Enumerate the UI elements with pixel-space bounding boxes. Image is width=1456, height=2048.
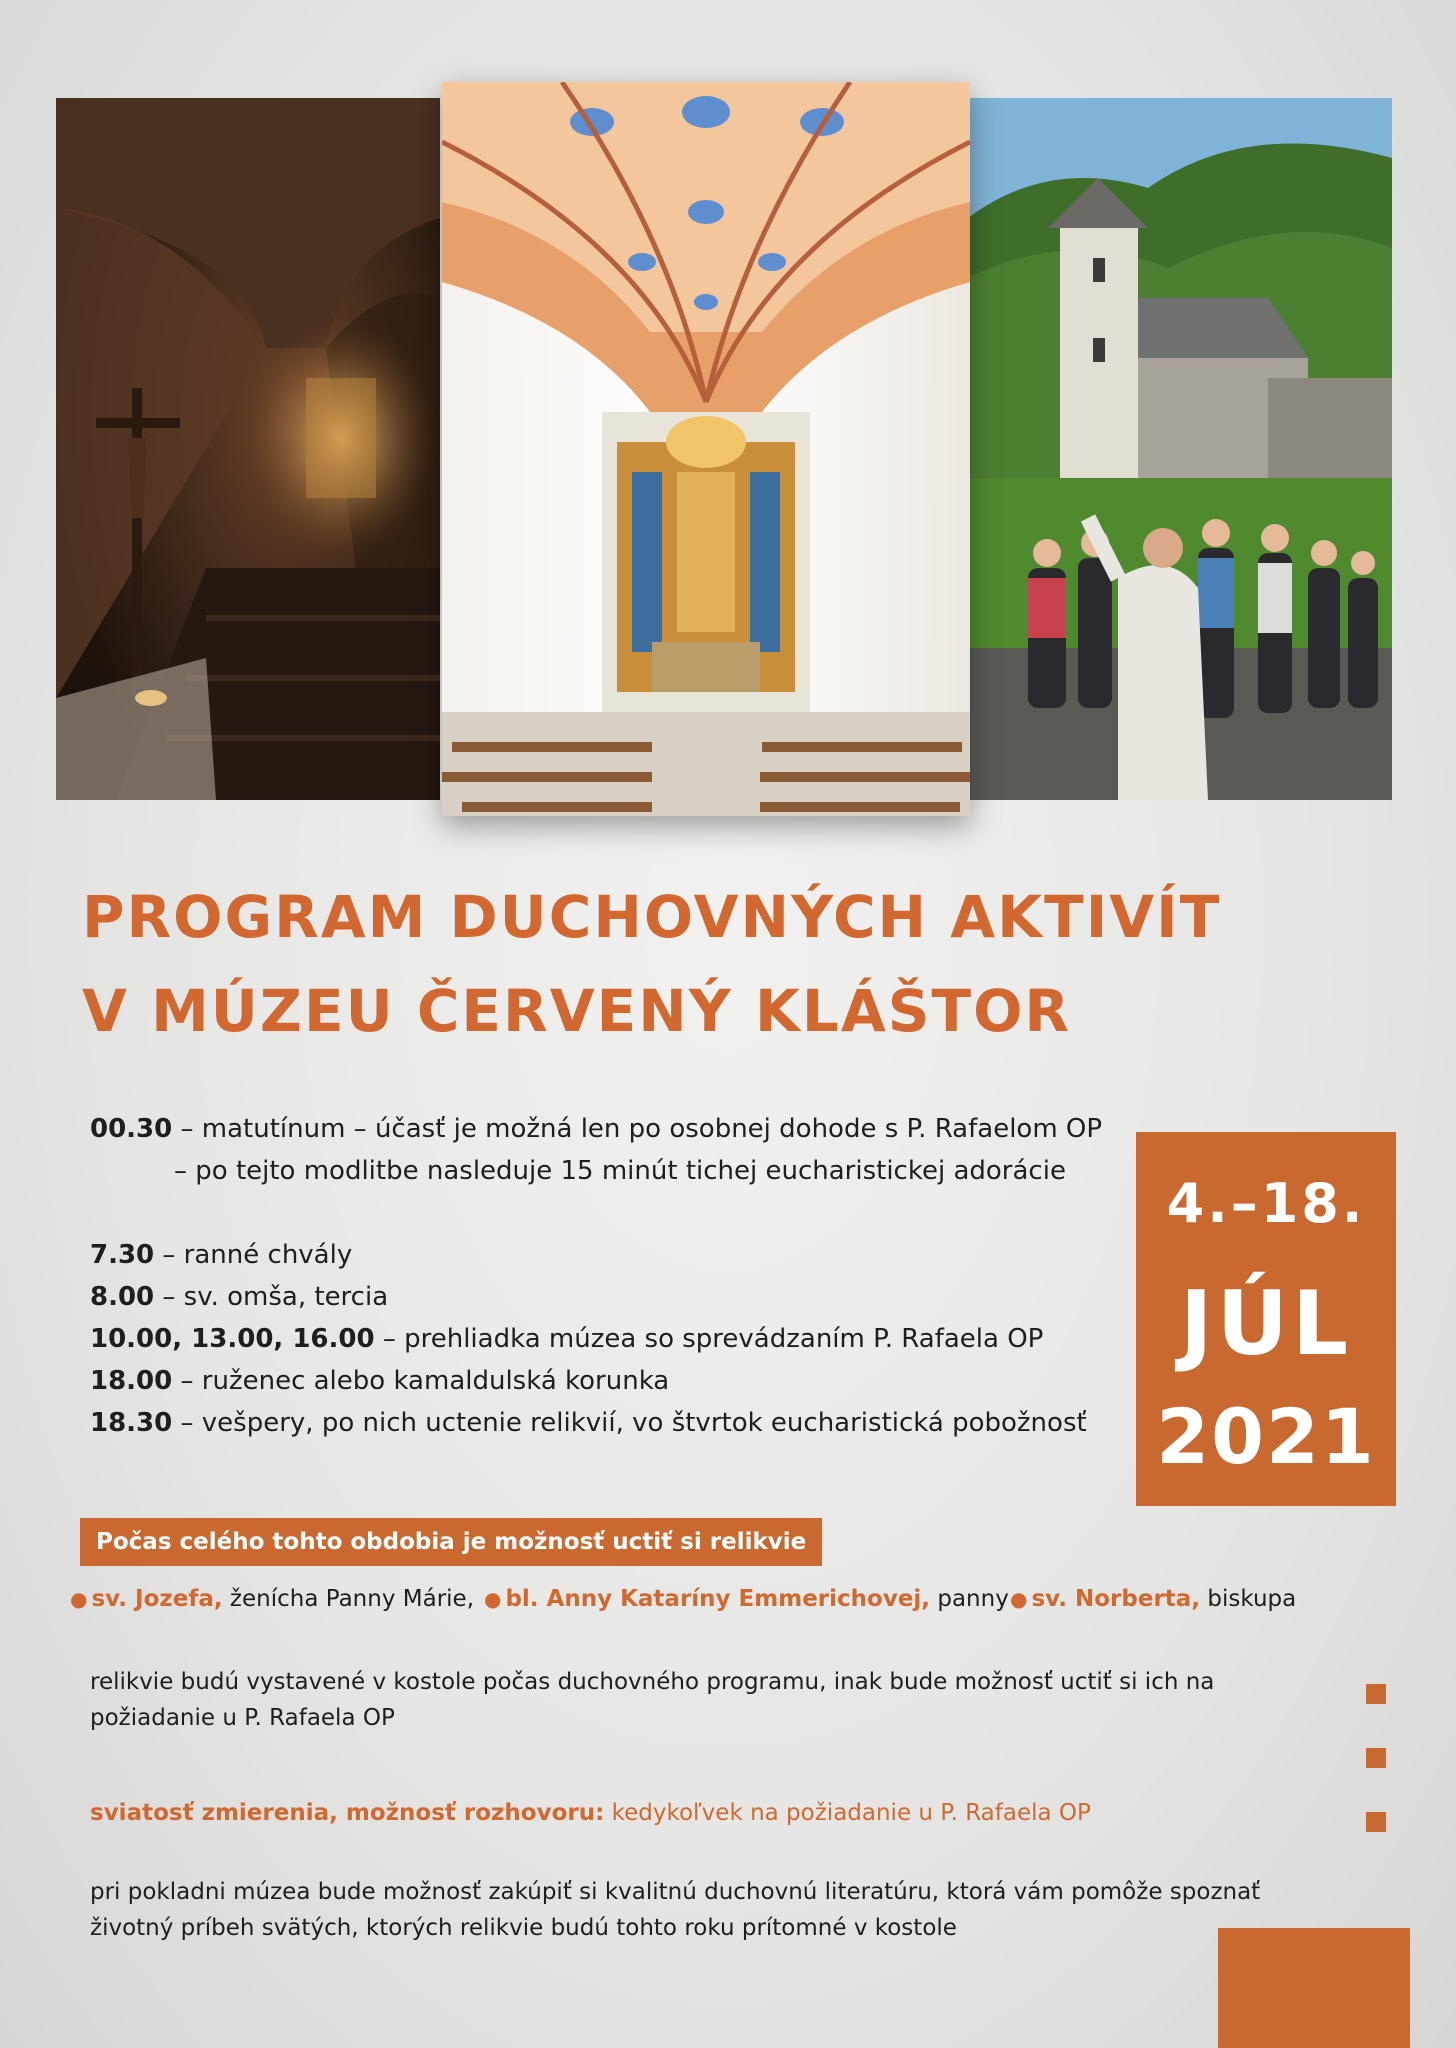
relic-desc: ženícha Panny Márie, [222,1586,475,1612]
literature-note: pri pokladni múzea bude možnosť zakúpiť si kvalitnú duchovnú literatúru, ktorá vám pomôže spoznať životný príbeh svätých, ktorých relikvie budú tohto roku prítomné v kostole [90,1879,1261,1941]
schedule-item [90,1360,1110,1402]
bullet-icon: ● [484,1587,502,1611]
decor-square [1366,1748,1386,1768]
schedule-item [90,1402,1110,1444]
bullet-icon: ● [70,1587,88,1611]
monastery-tour-photo [968,98,1392,800]
schedule-text: – matutínum – účasť je možná len po osobnej dohode s P. Rafaelom OP [172,1114,1103,1144]
schedule-time: 10.00, 13.00, 16.00 [90,1324,375,1354]
relics-note: relikvie budú vystavené v kostole počas duchovného programu, inak bude možnosť uctiť si ich na požiadanie u P. Rafaela OP [90,1669,1215,1731]
schedule-time: 7.30 [90,1240,155,1270]
relic-desc: biskupa [1200,1586,1297,1612]
date-range: 4.–18. [1166,1172,1366,1235]
relic-name: sv. Jozefa, [91,1586,223,1612]
confession-text: kedykoľvek na požiadanie u P. Rafaela OP [604,1800,1091,1826]
schedule-text: – ranné chvály [154,1240,353,1270]
relics-banner: Počas celého tohto obdobia je možnosť uctiť si relikvie [80,1518,822,1566]
confession-label: sviatosť zmierenia, možnosť rozhovoru: [90,1800,605,1826]
schedule-time: 00.30 [90,1114,173,1144]
relic-name: sv. Norberta, [1031,1586,1201,1612]
schedule-time: 8.00 [90,1282,155,1312]
date-month: JÚL [1179,1272,1353,1375]
relic-item [70,1586,474,1612]
schedule-text: – prehliadka múzea so sprevádzaním P. Rafaela OP [374,1324,1044,1354]
decor-square [1366,1812,1386,1832]
schedule-time: 18.30 [90,1408,173,1438]
church-nave-photo [442,82,970,816]
schedule-item [90,1108,1110,1150]
schedule-text: – sv. omša, tercia [154,1282,389,1312]
schedule-item [90,1276,1110,1318]
schedule-text: – vešpery, po nich uctenie relikvií, vo štvrtok eucharistická pobožnosť [172,1408,1087,1438]
crypt-corridor-photo [56,98,440,800]
schedule-list [90,1108,1110,1444]
relic-desc: panny [930,1586,1009,1612]
date-year: 2021 [1156,1392,1376,1481]
schedule-item [90,1318,1110,1360]
relic-name: bl. Anny Kataríny Emmerichovej, [505,1586,931,1612]
title-line-2: V MÚZEU ČERVENÝ KLÁŠTOR [82,977,1072,1045]
schedule-text: – ruženec alebo kamaldulská korunka [172,1366,670,1396]
corner-block [1218,1928,1410,2048]
bullet-icon: ● [1010,1587,1028,1611]
schedule-item [90,1234,1110,1276]
decor-square [1366,1684,1386,1704]
date-box [1136,1132,1396,1506]
title-line-1: PROGRAM DUCHOVNÝCH AKTIVÍT [82,883,1222,951]
confession-note [90,1800,1091,1826]
relic-item [1010,1586,1296,1612]
schedule-time: 18.00 [90,1366,173,1396]
poster-title [82,870,1382,1058]
relics-list [0,1586,1456,1626]
relic-item [484,1586,1009,1612]
schedule-item-continuation: – po tejto modlitbe nasleduje 15 minút tichej eucharistickej adorácie [174,1156,1066,1186]
